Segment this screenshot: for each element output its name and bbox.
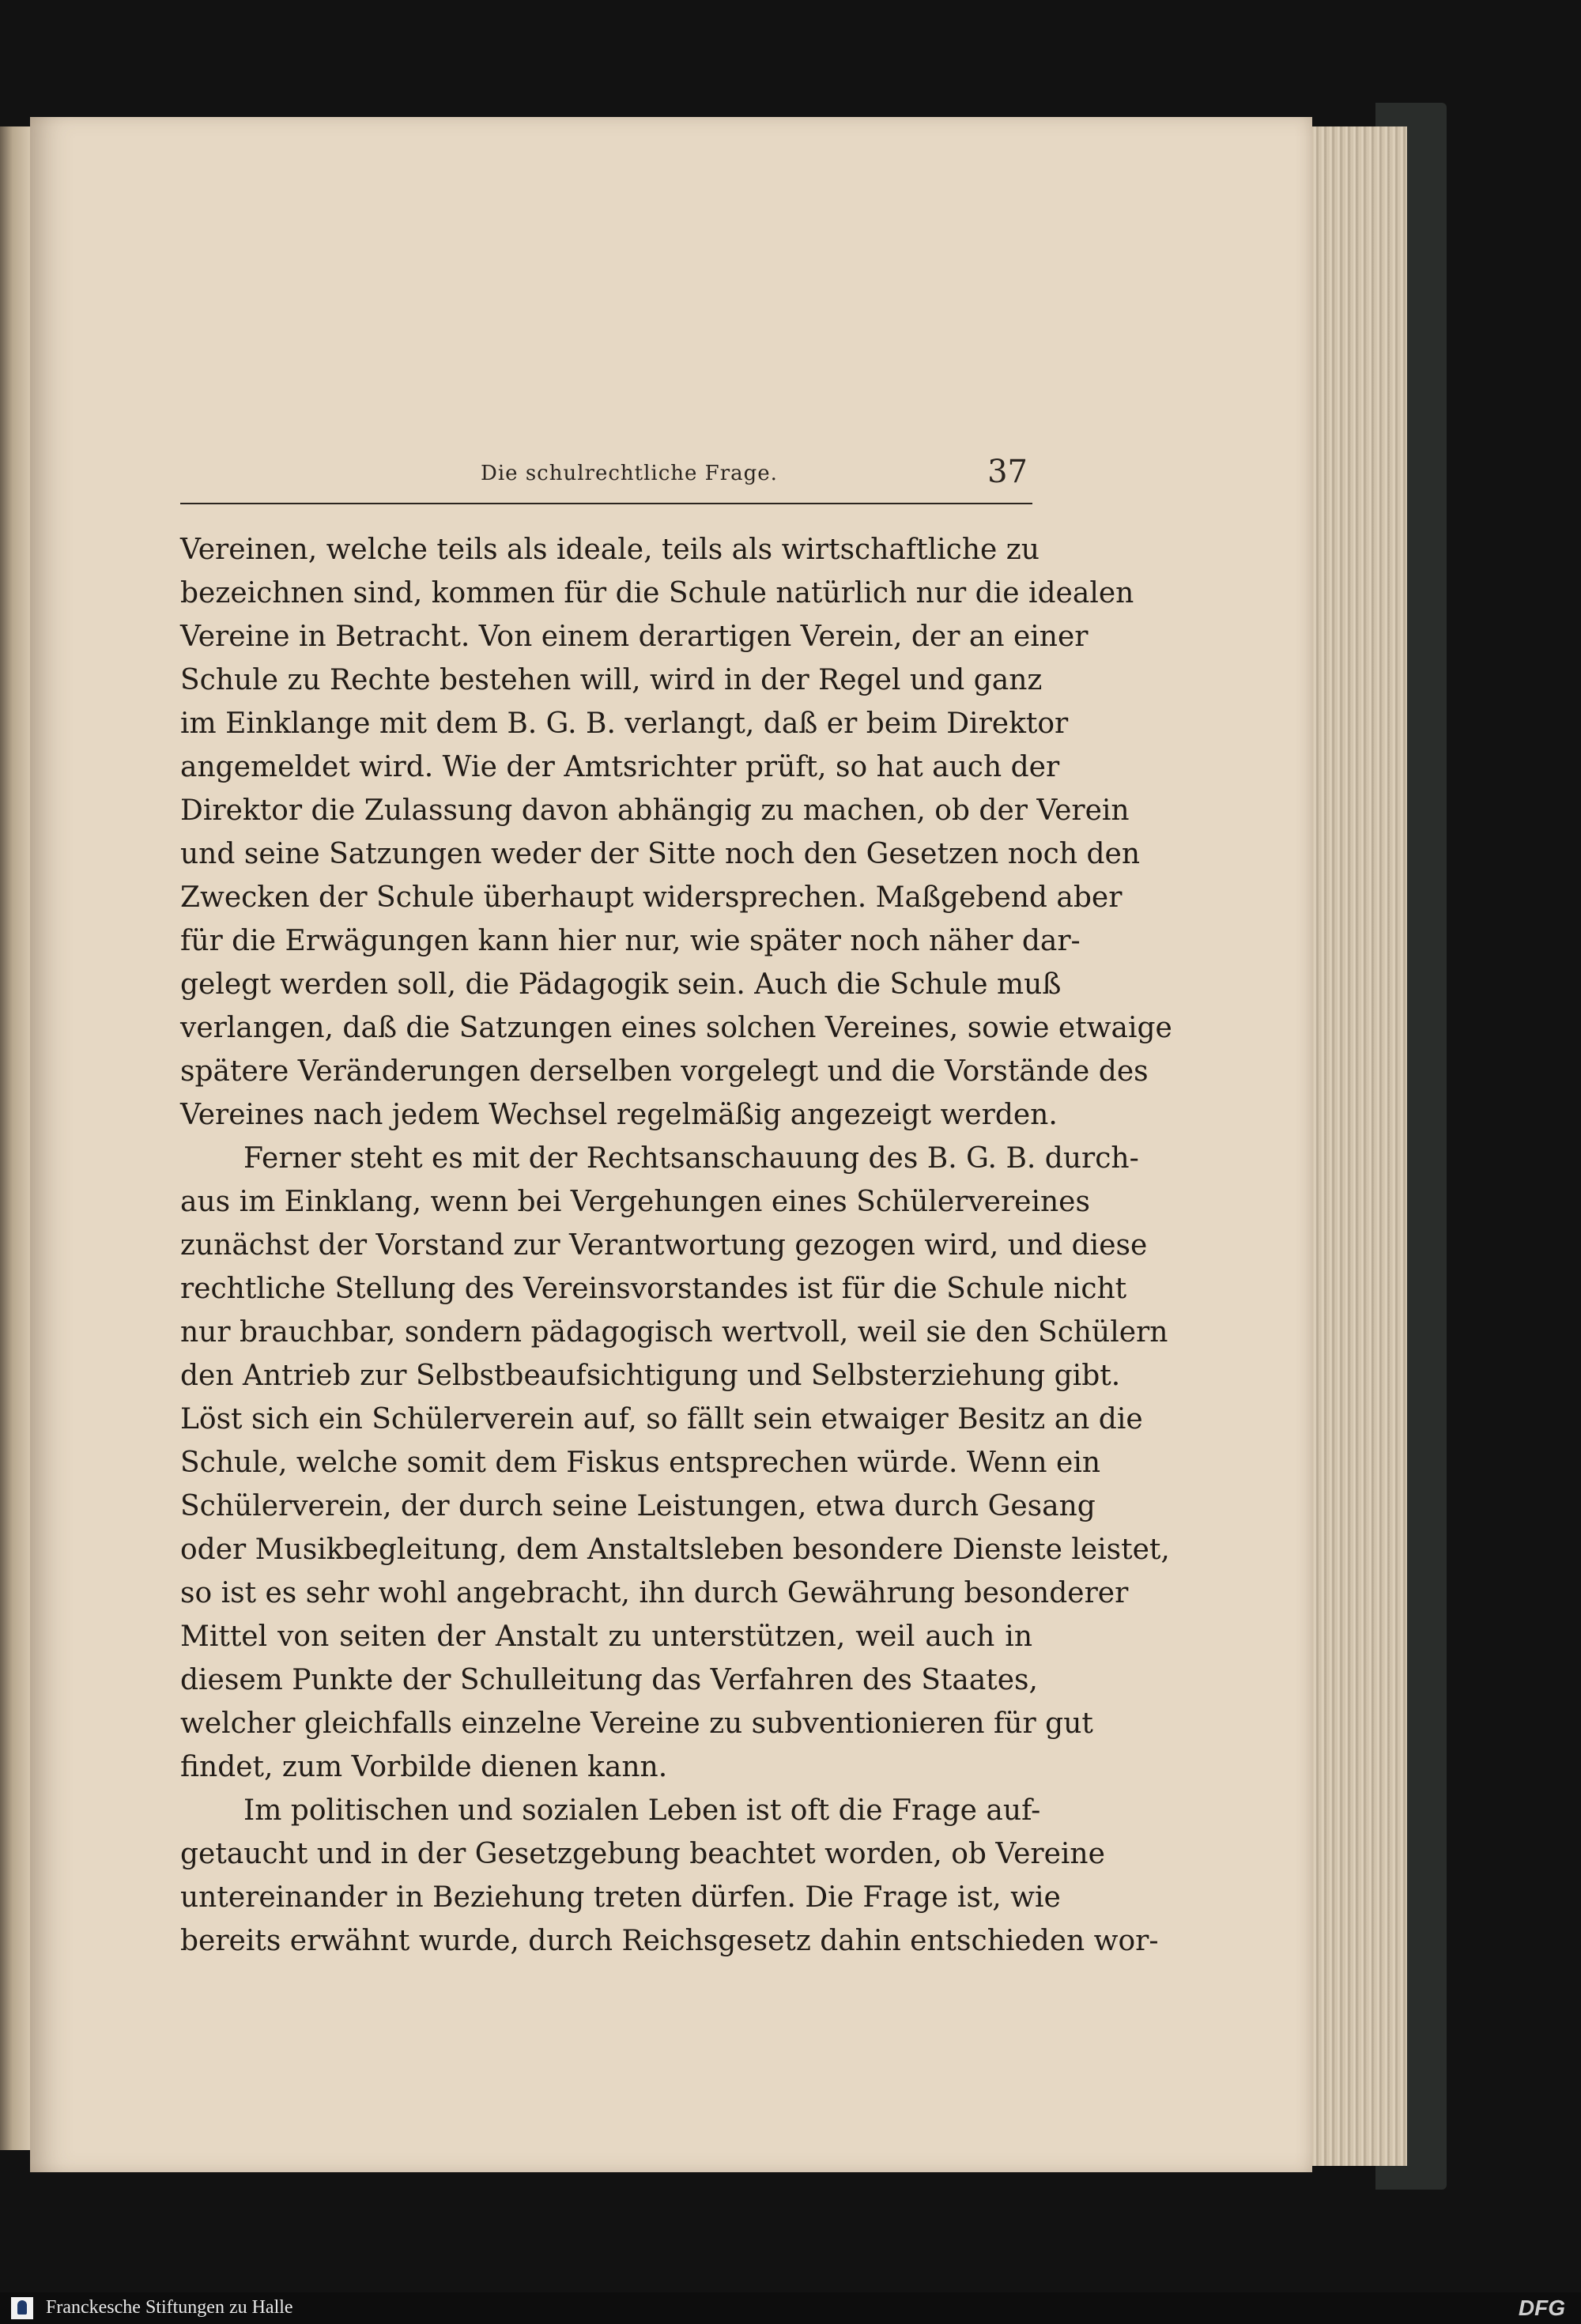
- viewer-footer: [0, 2292, 1581, 2324]
- institution-logo-icon: [11, 2297, 33, 2319]
- institution-name: Franckesche Stiftungen zu Halle: [46, 2297, 293, 2318]
- logo-mark: [17, 2300, 27, 2315]
- text-line: Vereine in Betracht. Von einem derartigen Verein, der an einer: [180, 621, 1089, 653]
- left-page-edge: [0, 126, 32, 2150]
- text-line: untereinander in Beziehung treten dürfen. Die Frage ist, wie: [180, 1881, 1061, 1914]
- text-line: nur brauchbar, sondern pädagogisch wertvoll, weil sie den Schülern: [180, 1316, 1168, 1349]
- book-page: [30, 117, 1312, 2172]
- text-line: gelegt werden soll, die Pädagogik sein. Auch die Schule muß: [180, 968, 1062, 1001]
- running-title: Die schulrechtliche Frage.: [481, 462, 778, 485]
- page-number: 37: [987, 454, 1028, 490]
- text-line: Zwecken der Schule überhaupt widersprechen. Maßgebend aber: [180, 881, 1123, 914]
- dfg-logo: DFG: [1518, 2296, 1565, 2320]
- body-text: [180, 528, 1172, 1963]
- text-line: zunächst der Vorstand zur Verantwortung gezogen wird, und diese: [180, 1229, 1148, 1262]
- text-line: und seine Satzungen weder der Sitte noch den Gesetzen noch den: [180, 838, 1140, 870]
- text-line: aus im Einklang, wenn bei Vergehungen eines Schülervereines: [180, 1186, 1090, 1218]
- text-line: welcher gleichfalls einzelne Vereine zu subventionieren für gut: [180, 1707, 1093, 1740]
- text-line: Schule zu Rechte bestehen will, wird in der Regel und ganz: [180, 664, 1043, 696]
- text-line: rechtliche Stellung des Vereinsvorstandes ist für die Schule nicht: [180, 1273, 1127, 1305]
- text-line: so ist es sehr wohl angebracht, ihn durch Gewährung besonderer: [180, 1577, 1129, 1609]
- text-line: bereits erwähnt wurde, durch Reichsgesetz dahin entschieden wor-: [180, 1925, 1159, 1957]
- paragraph-end-line: findet, zum Vorbilde dienen kann.: [180, 1751, 668, 1783]
- text-line: angemeldet wird. Wie der Amtsrichter prüft, so hat auch der: [180, 751, 1060, 783]
- page-stack-edge: [1296, 126, 1407, 2166]
- paragraph-end-line: Vereines nach jedem Wechsel regelmäßig angezeigt werden.: [180, 1099, 1058, 1131]
- text-line: getaucht und in der Gesetzgebung beachtet worden, ob Vereine: [180, 1838, 1105, 1870]
- text-line: im Einklange mit dem B. G. B. verlangt, daß er beim Direktor: [180, 707, 1069, 740]
- text-line: Direktor die Zulassung davon abhängig zu machen, ob der Verein: [180, 794, 1130, 827]
- text-line: spätere Veränderungen derselben vorgelegt und die Vorstände des: [180, 1055, 1149, 1088]
- text-line: verlangen, daß die Satzungen eines solchen Vereines, sowie etwaige: [180, 1012, 1172, 1044]
- text-line: Schule, welche somit dem Fiskus entsprechen würde. Wenn ein: [180, 1447, 1101, 1479]
- text-line: diesem Punkte der Schulleitung das Verfahren des Staates,: [180, 1664, 1038, 1696]
- text-line: oder Musikbegleitung, dem Anstaltsleben besondere Dienste leistet,: [180, 1534, 1170, 1566]
- text-line: Löst sich ein Schülerverein auf, so fällt sein etwaiger Besitz an die: [180, 1403, 1143, 1436]
- page-header: [180, 454, 1032, 504]
- paragraph-start-line: Ferner steht es mit der Rechtsanschauung des B. G. B. durch-: [243, 1142, 1139, 1175]
- text-line: Schülerverein, der durch seine Leistungen, etwa durch Gesang: [180, 1490, 1096, 1522]
- text-line: bezeichnen sind, kommen für die Schule natürlich nur die idealen: [180, 577, 1134, 609]
- text-line: für die Erwägungen kann hier nur, wie später noch näher dar-: [180, 925, 1081, 957]
- paragraph-start-line: Im politischen und sozialen Leben ist oft die Frage auf-: [243, 1794, 1041, 1827]
- text-line: Mittel von seiten der Anstalt zu unterstützen, weil auch in: [180, 1620, 1032, 1653]
- text-line: den Antrieb zur Selbstbeaufsichtigung und Selbsterziehung gibt.: [180, 1360, 1121, 1392]
- text-line: Vereinen, welche teils als ideale, teils als wirtschaftliche zu: [180, 534, 1040, 566]
